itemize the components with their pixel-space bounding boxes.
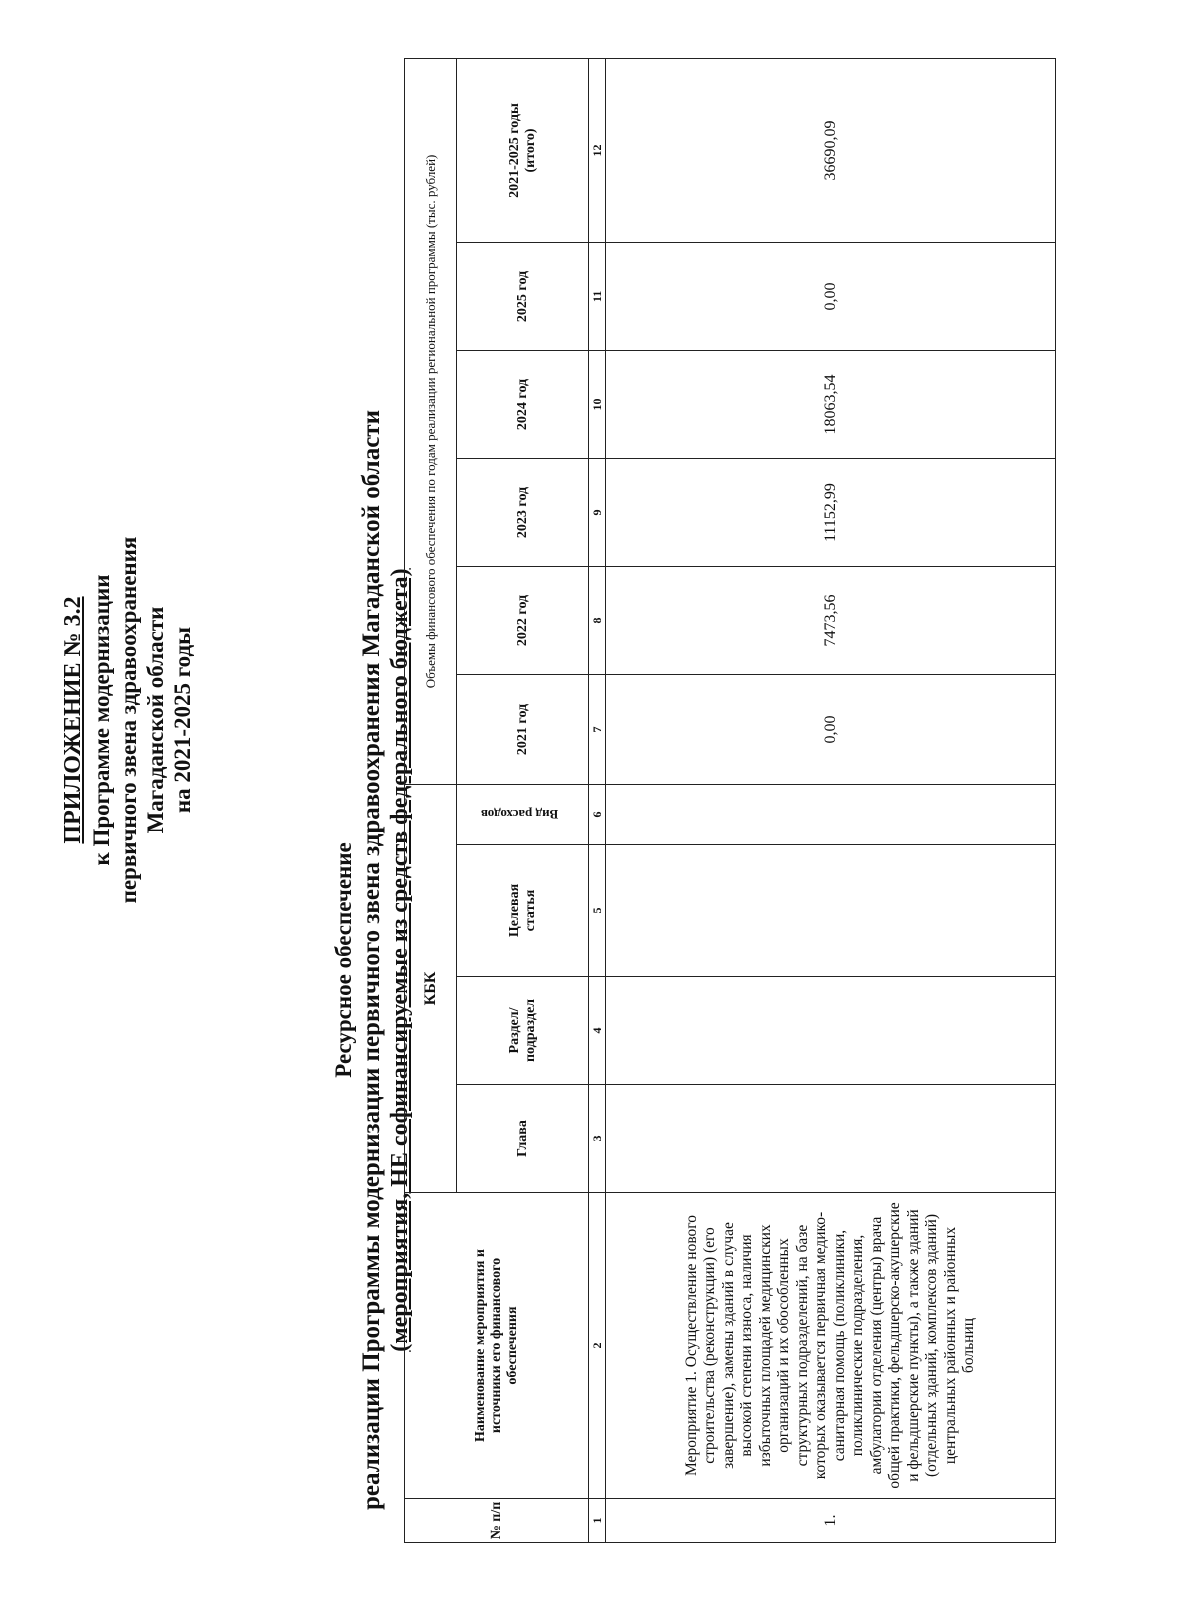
document-title — [330, 400, 414, 1520]
row-2024: 18063,54 — [606, 350, 1056, 458]
resource-table — [404, 58, 1056, 1543]
appendix-line: к Программе модернизации — [89, 574, 114, 866]
header-vid: Вид расходов — [481, 806, 559, 822]
row-razdel — [606, 977, 1056, 1085]
header-2025: 2025 год — [457, 242, 589, 350]
title-line-3: (мероприятия, НЕ софинансируемые из средств федерального бюджета) — [387, 568, 413, 1352]
column-number: 2 — [589, 1193, 606, 1499]
title-line-2: реализации Программы модернизации первичного звена здравоохранения Магаданской области — [358, 410, 385, 1510]
header-2022: 2022 год — [457, 566, 589, 674]
appendix-line: Магаданской области — [143, 606, 168, 834]
header-2023: 2023 год — [457, 458, 589, 566]
row-glava — [606, 1085, 1056, 1193]
header-total: 2021-2025 годы (итого) — [457, 58, 589, 242]
header-num: № п/п — [405, 1499, 589, 1543]
appendix-number: ПРИЛОЖЕНИЕ № 3.2 — [60, 596, 86, 844]
column-number: 1 — [589, 1499, 606, 1543]
header-glava: Глава — [457, 1085, 589, 1193]
appendix-line: на 2021-2025 годы — [170, 626, 195, 814]
header-razdel: Раздел/ подраздел — [457, 977, 589, 1085]
row-2023: 11152,99 — [606, 458, 1056, 566]
title-line-1: Ресурсное обеспечение — [331, 842, 356, 1078]
header-vid-cell — [457, 784, 589, 844]
row-number: 1. — [606, 1499, 1056, 1543]
column-number: 7 — [589, 674, 606, 784]
header-statya: Целевая статья — [457, 845, 589, 977]
row-vid — [606, 784, 1056, 844]
row-total: 36690,09 — [606, 58, 1056, 242]
column-number: 12 — [589, 58, 606, 242]
row-statya — [606, 845, 1056, 977]
column-number-row — [589, 58, 606, 1542]
column-number: 5 — [589, 845, 606, 977]
appendix-line: первичного звена здравоохранения — [116, 536, 141, 904]
column-number: 11 — [589, 242, 606, 350]
header-name: Наименование мероприятия и источники его финансового обеспечения — [405, 1193, 589, 1499]
appendix-header — [58, 220, 196, 1220]
table-row — [606, 58, 1056, 1542]
column-number: 4 — [589, 977, 606, 1085]
row-2021: 0,00 — [606, 674, 1056, 784]
column-number: 6 — [589, 784, 606, 844]
column-number: 8 — [589, 566, 606, 674]
header-2024: 2024 год — [457, 350, 589, 458]
header-row-top — [405, 58, 457, 1542]
column-number: 10 — [589, 350, 606, 458]
header-2021: 2021 год — [457, 674, 589, 784]
row-2022: 7473,56 — [606, 566, 1056, 674]
row-name: Мероприятие 1. Осуществление нового строительства (реконструкции) (его завершение), замены зданий в случае высокой степени износа, наличия избыточных площадей медицинских организаций и их обособленных структурных подразделений, на базе которых оказывается первичная медико-санитарная помощь (поликлиники, поликлинические подразделения, амбулатории отделения (центры) врача общей практики, фельдшерско-акушерские и фельдшерские пункты), а также зданий (отдельных зданий, комплексов зданий) центральных районных и районных больниц — [606, 1193, 1056, 1499]
column-number: 9 — [589, 458, 606, 566]
header-volumes: Объемы финансового обеспечения по годам реализации региональной программы (тыс. рублей) — [405, 58, 457, 784]
column-number: 3 — [589, 1085, 606, 1193]
header-kbk: КБК — [405, 784, 457, 1192]
row-2025: 0,00 — [606, 242, 1056, 350]
